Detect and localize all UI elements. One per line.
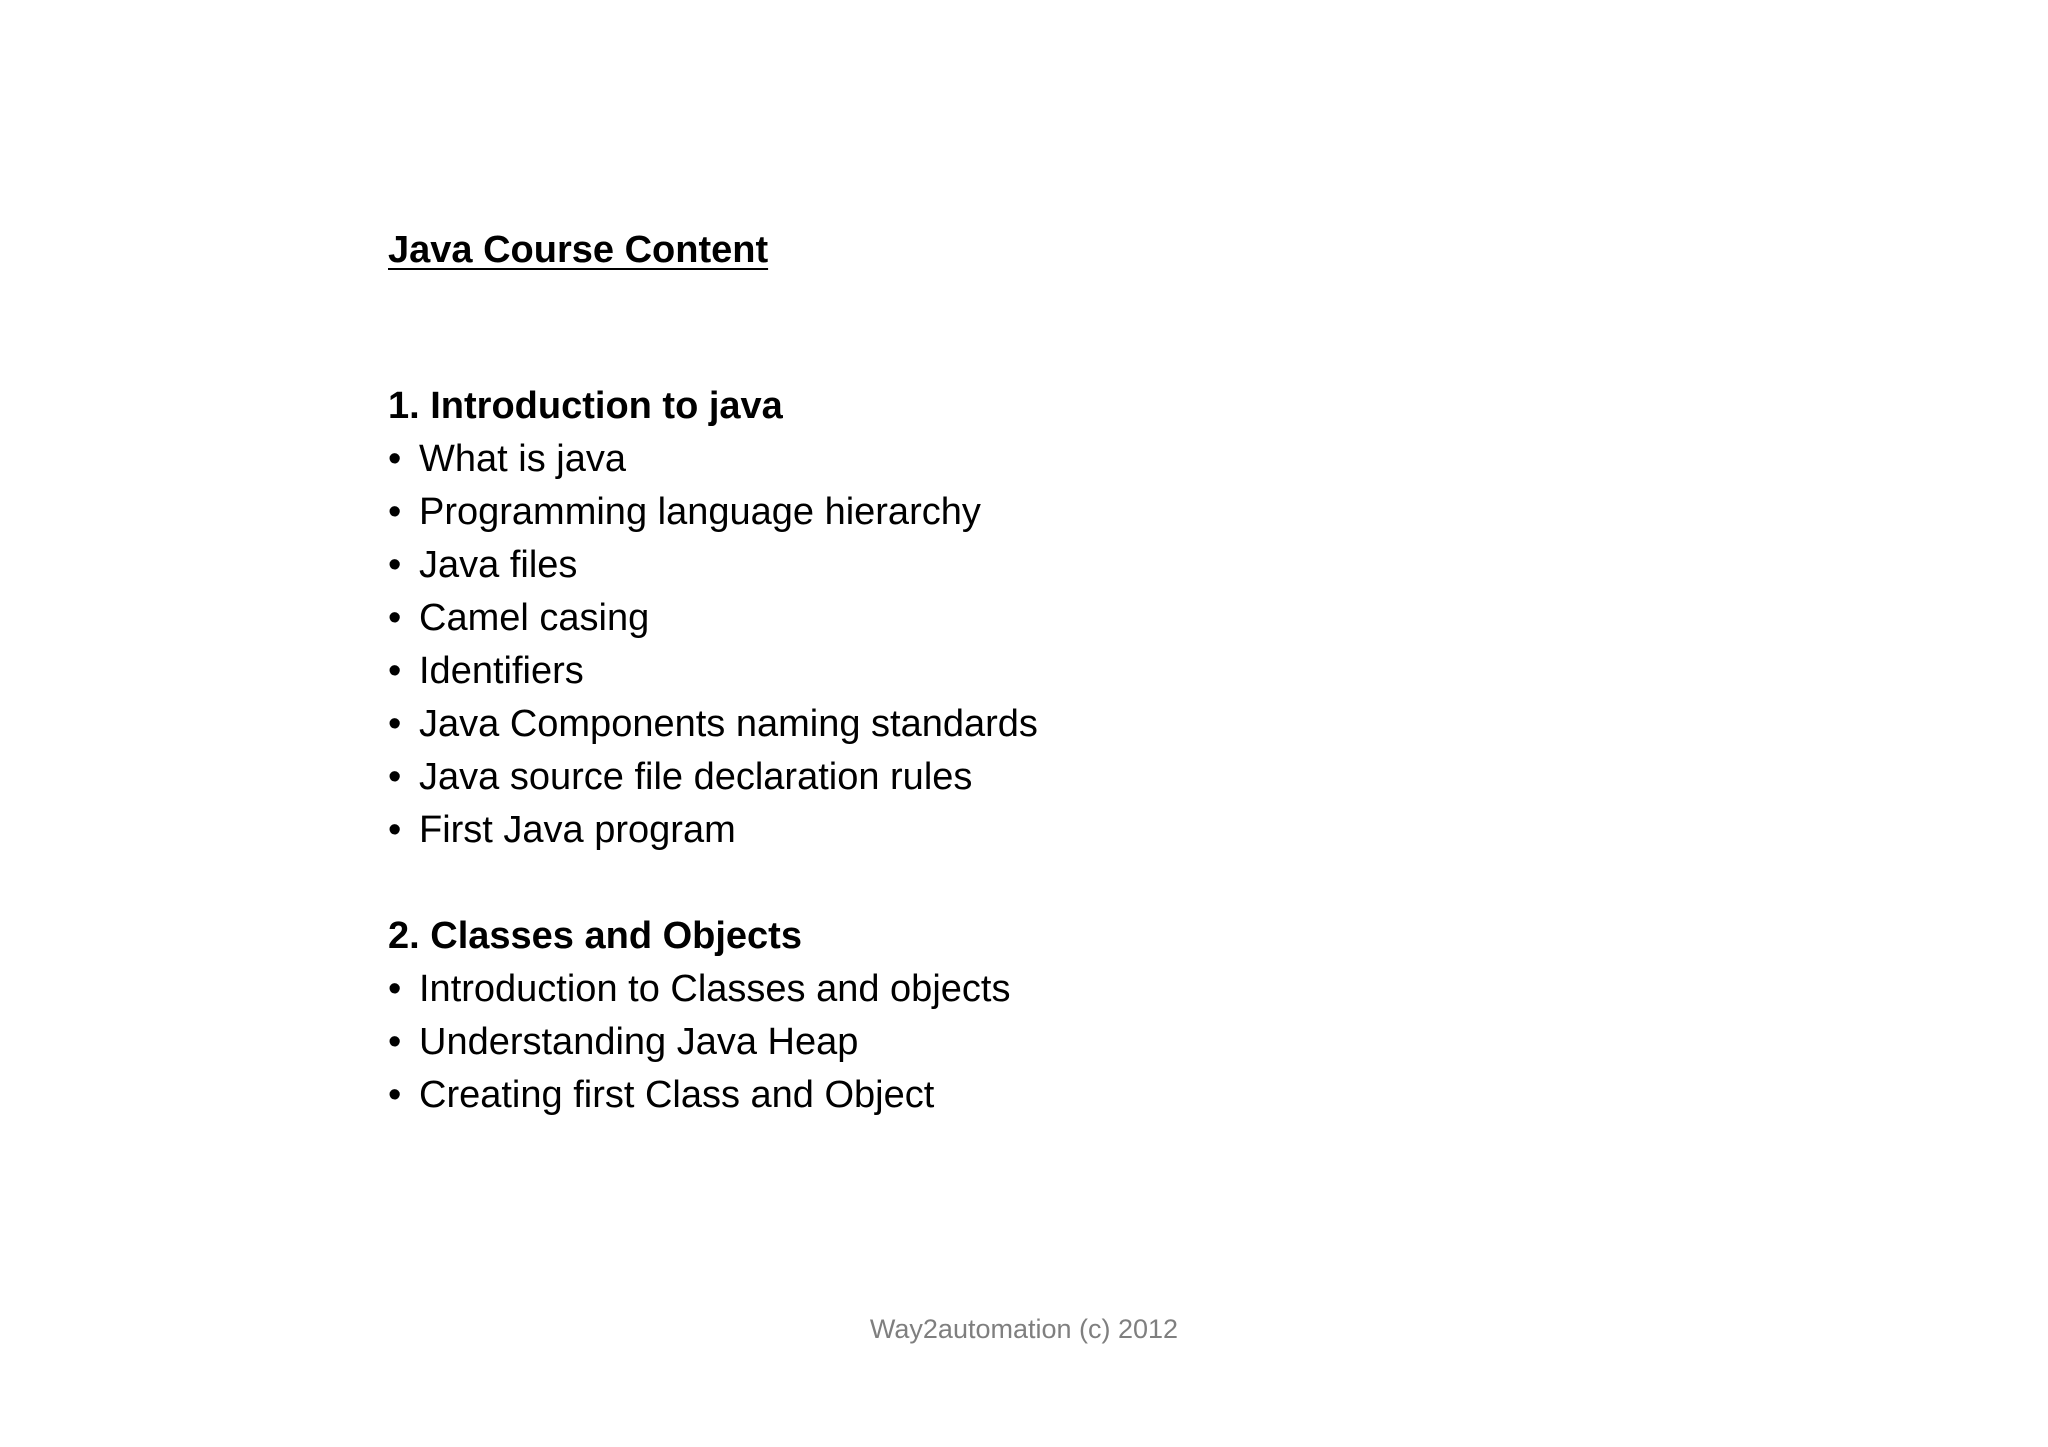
list-item <box>388 433 1588 486</box>
section-introduction-to-java <box>388 380 1588 857</box>
list-item-text: Java Components naming standards <box>419 703 1038 745</box>
list-item-text: Java source file declaration rules <box>419 756 973 798</box>
list-item <box>388 1069 1588 1122</box>
bullet-icon: • <box>388 703 402 745</box>
list-item-text: Introduction to Classes and objects <box>419 968 1011 1010</box>
bullet-icon: • <box>388 809 402 851</box>
bullet-icon: • <box>388 968 402 1010</box>
list-item <box>388 486 1588 539</box>
bullet-icon: • <box>388 491 402 533</box>
list-item <box>388 698 1588 751</box>
list-item-text: Understanding Java Heap <box>419 1021 859 1063</box>
list-item-text: Identifiers <box>419 650 584 692</box>
document-title: Java Course Content <box>388 229 769 271</box>
list-item <box>388 539 1588 592</box>
bullet-icon: • <box>388 438 402 480</box>
list-item-text: What is java <box>419 438 626 480</box>
list-item <box>388 592 1588 645</box>
bullet-icon: • <box>388 650 402 692</box>
list-item-text: Camel casing <box>419 597 650 639</box>
bullet-icon: • <box>388 544 402 586</box>
list-item <box>388 963 1588 1016</box>
bullet-icon: • <box>388 756 402 798</box>
list-item <box>388 1016 1588 1069</box>
section-classes-and-objects <box>388 910 1588 1122</box>
list-item <box>388 751 1588 804</box>
page-footer: Way2automation (c) 2012 <box>869 1314 1179 1344</box>
list-item-text: Java files <box>419 544 578 586</box>
bullet-icon: • <box>388 1074 402 1116</box>
section-heading: 1. Introduction to java <box>388 385 783 427</box>
bullet-icon: • <box>388 597 402 639</box>
list-item <box>388 645 1588 698</box>
bullet-list <box>388 433 1588 857</box>
section-heading: 2. Classes and Objects <box>388 915 802 957</box>
list-item-text: Creating first Class and Object <box>419 1074 935 1116</box>
list-item-text: Programming language hierarchy <box>419 491 981 533</box>
bullet-icon: • <box>388 1021 402 1063</box>
list-item <box>388 804 1588 857</box>
bullet-list <box>388 963 1588 1122</box>
list-item-text: First Java program <box>419 809 736 851</box>
document-content <box>388 222 1588 1122</box>
